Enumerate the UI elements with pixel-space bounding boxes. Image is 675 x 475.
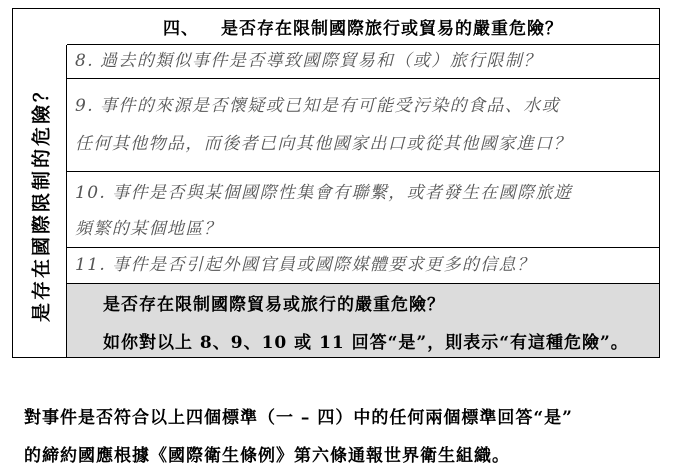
- question-number: 10.: [75, 183, 107, 203]
- criteria-table: [12, 8, 660, 358]
- question-text: 事件是否引起外國官員或國際媒體要求更多的信息？: [112, 255, 536, 275]
- question-number: 11.: [75, 255, 107, 275]
- question-text-line1: 事件是否與某個國際性集會有聯繫，或者發生在國際旅遊: [112, 183, 573, 203]
- table-header: [67, 9, 659, 45]
- question-row-9: [67, 79, 659, 172]
- side-label-cell: [13, 45, 67, 357]
- question-row-8: [67, 45, 659, 79]
- question-text-line1: 事件的來源是否懷疑或已知是有可能受污染的食品、水或: [100, 96, 561, 116]
- footer-line-2: 的締約國應根據《國際衛生條例》第六條通報世界衛生組織。: [24, 446, 510, 466]
- question-text-line2: 頻繁的某個地區？: [75, 219, 223, 239]
- question-text-line2: 任何其他物品，而後者已向其他國家出口或從其他國家進口？: [75, 134, 572, 154]
- question-number: 8.: [75, 51, 95, 71]
- side-label: 是存在國際限制的危險？: [30, 79, 52, 323]
- summary-cell: [67, 284, 659, 357]
- question-text: 過去的類似事件是否導致國際貿易和（或）旅行限制？: [100, 51, 542, 71]
- footer-line-1: 對事件是否符合以上四個標準（一 – 四）中的任何兩個標準回答“是”: [24, 408, 573, 428]
- header-number: 四、: [163, 19, 199, 39]
- summary-instruction: 如你對以上 8、9、10 或 11 回答“是”，則表示“有這種危險”。: [103, 333, 629, 353]
- question-row-10: [67, 172, 659, 248]
- header-title: 是否存在限制國際旅行或貿易的嚴重危險？: [221, 19, 563, 39]
- question-number: 9.: [75, 96, 95, 116]
- question-row-11: [67, 248, 659, 284]
- summary-question: 是否存在限制國際貿易或旅行的嚴重危險？: [103, 295, 445, 315]
